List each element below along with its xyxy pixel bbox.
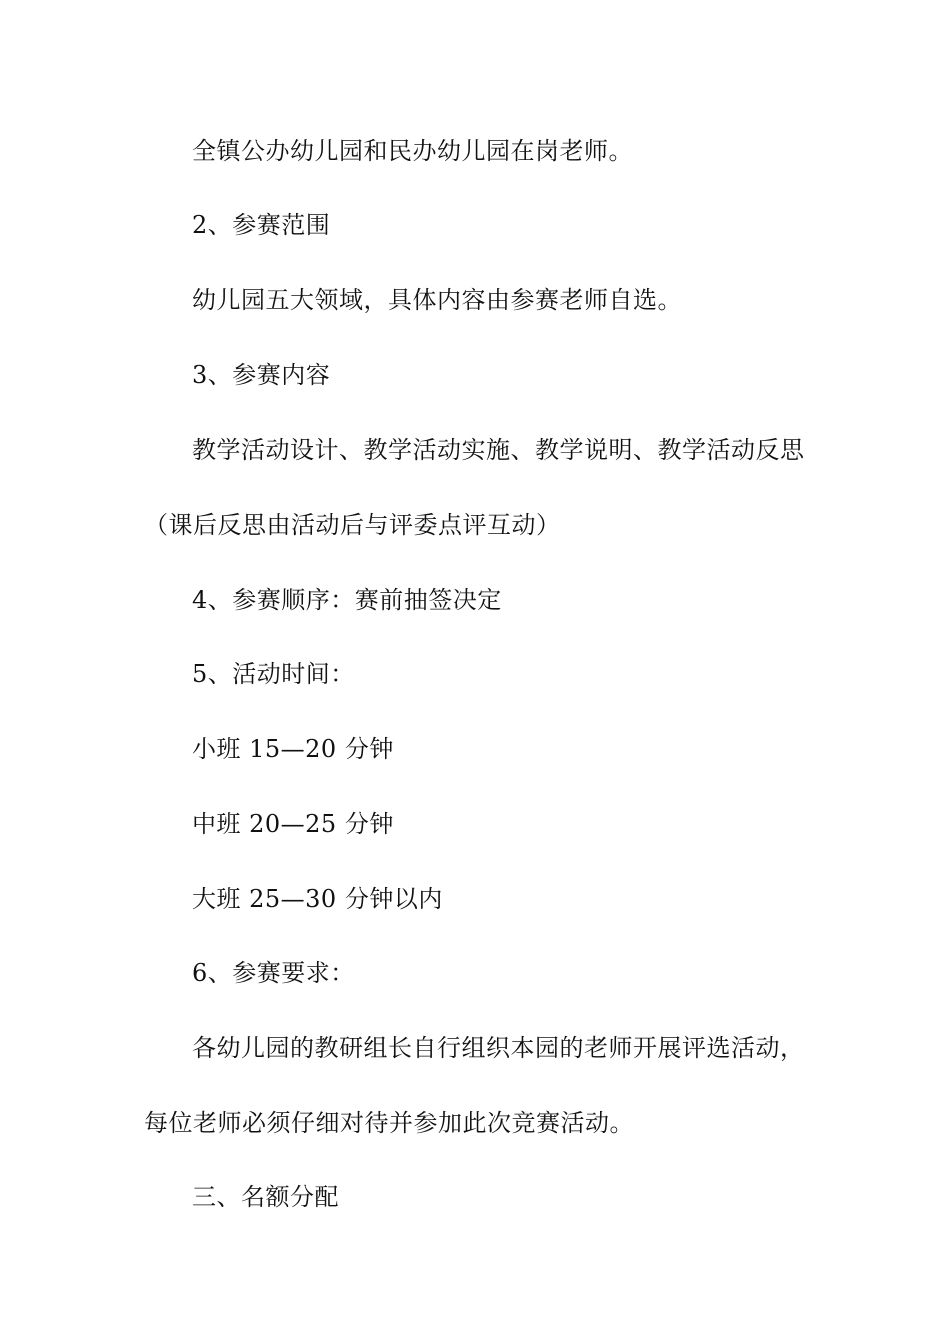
- heading-requirements: 6、参赛要求：: [192, 959, 355, 987]
- paragraph-requirements: 各幼儿园的教研组长自行组织本园的老师开展评选活动，: [192, 1034, 805, 1062]
- time-small-class: 小班 15—20 分钟: [192, 735, 394, 763]
- paragraph-participants: 全镇公办幼儿园和民办幼儿园在岗老师。: [192, 137, 633, 165]
- paragraph-content-continued: （课后反思由活动后与评委点评互动）: [144, 511, 561, 539]
- paragraph-requirements-continued: 每位老师必须仔细对待并参加此次竞赛活动。: [144, 1109, 634, 1137]
- paragraph-content: 教学活动设计、教学活动实施、教学说明、教学活动反思: [192, 436, 805, 464]
- paragraph-scope: 幼儿园五大领域，具体内容由参赛老师自选。: [192, 286, 682, 314]
- heading-content: 3、参赛内容: [192, 361, 331, 389]
- time-middle-class: 中班 20—25 分钟: [192, 810, 394, 838]
- heading-order: 4、参赛顺序：赛前抽签决定: [192, 586, 502, 614]
- time-large-class: 大班 25—30 分钟以内: [192, 885, 443, 913]
- heading-scope: 2、参赛范围: [192, 211, 331, 239]
- heading-time: 5、活动时间：: [192, 660, 355, 688]
- heading-quota: 三、名额分配: [192, 1183, 339, 1211]
